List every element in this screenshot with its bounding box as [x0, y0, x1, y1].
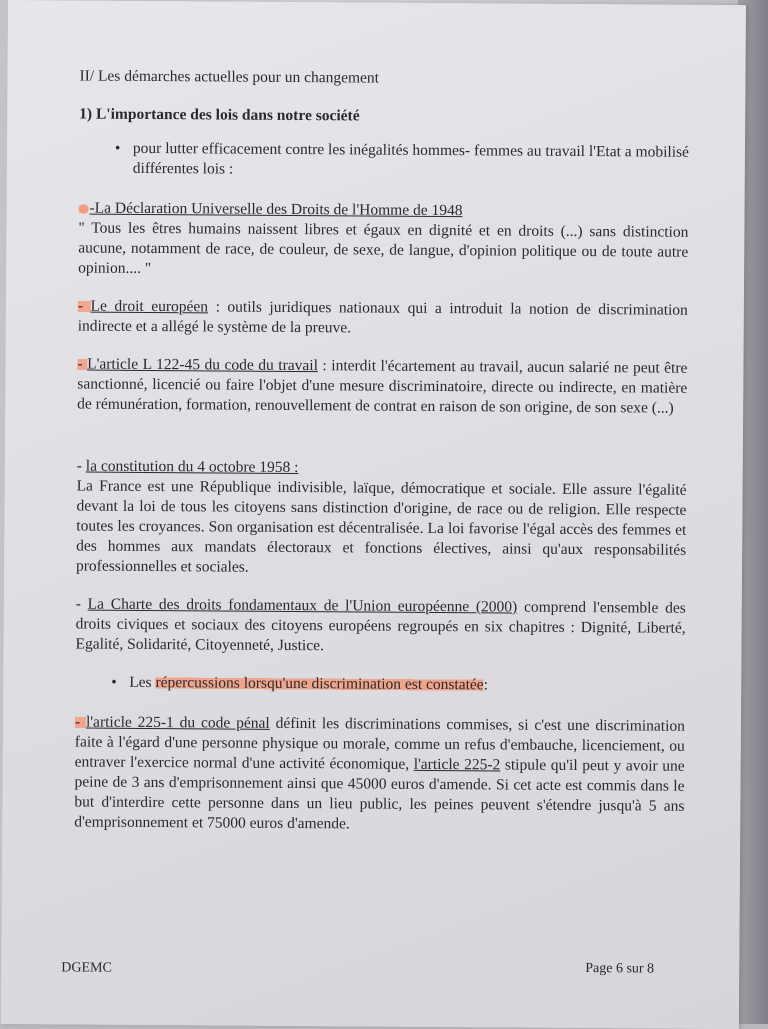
bullet-icon: •	[111, 673, 117, 691]
paragraph-charte	[75, 594, 685, 658]
constitution-dash: -	[76, 457, 86, 475]
dash-highlight: -	[77, 355, 88, 373]
dash-highlight: -	[74, 713, 87, 731]
document-body	[74, 67, 689, 855]
paragraph-article-l122	[77, 354, 687, 418]
paragraph-droit-europeen	[78, 296, 688, 340]
constitution-title: la constitution du 4 octobre 1958 :	[85, 457, 299, 477]
article-225-1-title: l'article 225-1 du code pénal	[85, 713, 270, 732]
declaration-title: -La Déclaration Universelle des Droits de l'Homme de 1948	[89, 199, 463, 220]
bullet-suffix: :	[483, 676, 489, 694]
bullet-item-repercussions	[75, 672, 685, 696]
bullet-text: pour lutter efficacement contre les inégalités hommes- femmes au travail l'Etat a mobilisé différentes lois :	[132, 139, 690, 178]
droit-europeen-title: Le droit européen	[90, 297, 209, 316]
footer-course-code: DGEMC	[61, 960, 112, 976]
article-l122-title: L'article L 122-45 du code du travail	[87, 355, 318, 375]
charte-dash: -	[75, 595, 88, 613]
bullet-item-laws	[79, 138, 689, 182]
section-title: II/ Les démarches actuelles pour un changement	[79, 67, 380, 87]
bullet-icon: •	[114, 139, 121, 157]
paragraph-constitution	[76, 456, 687, 580]
bullet-prefix: Les	[129, 673, 156, 692]
document-page	[1, 0, 746, 1029]
constitution-text: La France est une République indivisible, laïque, démocratique et sociale. Elle assure l'égalité devant la loi de tous les citoyens sans distinction d'origine, de race ou de religion. Elle respecte toutes les croyances. Son organisation est décentralisée. La loi favorise l'égal accès des femmes et des hommes aux mandats électoraux et fonctions électives, ainsi qu'aux responsabilités professionnelles et sociales.	[75, 477, 687, 576]
highlighter-mark-icon	[79, 204, 89, 213]
article-225-2-title: l'article 225-2	[413, 755, 501, 774]
charte-text: comprend l'ensemble des droits civiques et sociaux des citoyens européens regroupés en six chapitres : Dignité, Liberté, Egalité, Solidarité, Citoyenneté, Justice.	[75, 598, 686, 655]
droit-europeen-text: : outils juridiques nationaux qui a introduit la notion de discrimination indirecte et a allégé le système de la preuve.	[77, 298, 688, 337]
subsection-title: 1) L'importance des lois dans notre société	[79, 105, 360, 125]
declaration-text: " Tous les êtres humains naissent libres et égaux en dignité et en droits (...) sans distinction aucune, notamment de race, de couleur, de sexe, de langue, d'opinion politique ou de toute autre opinion.... "	[78, 219, 689, 278]
article-225-text-1: définit les discriminations commises, si c'est une discrimination faite à l'égard d'une personne physique ou morale, comme un refus d'embauche, licenciement, ou entraver l'exercice normal d'une activité économique,	[74, 714, 685, 773]
article-225-text-2: stipule qu'il peut y avoir une peine de 3 ans d'emprisonnement ainsi que 45000 euros d'amende. Si cet acte est commis dans le but d'interdire cette personne dans un lieu public, les peines peuvent s'étendre jusqu'à 5 ans d'emprisonnement et 75000 euros d'amende.	[74, 756, 685, 833]
footer-page-number: Page 6 sur 8	[585, 961, 655, 977]
charte-title: La Charte des droits fondamentaux de l'Union européenne (2000)	[87, 595, 518, 616]
bullet-highlight: répercussions lorsqu'une discrimination est constatée	[155, 674, 484, 694]
paragraph-declaration	[78, 198, 689, 282]
paragraph-article-225	[74, 712, 685, 836]
dash-highlight: -	[77, 297, 91, 315]
article-l122-text: : interdit l'écartement au travail, aucun salarié ne peut être sanctionné, licencié ou faire l'objet d'une mesure discriminatoire, directe ou indirecte, en matière de rémunération, formation, renouvellement de contrat en raison de son origine, de son sexe (...)	[77, 357, 688, 417]
